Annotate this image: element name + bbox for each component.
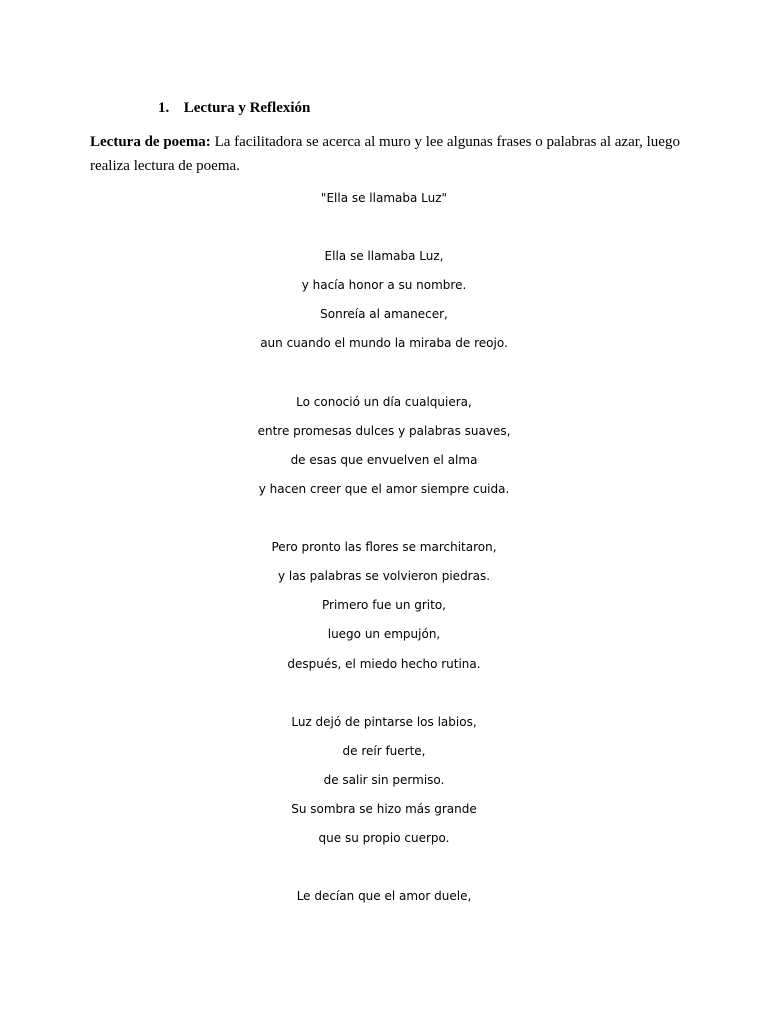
poem-line: Le decían que el amor duele, [296,889,472,904]
stanza-break [90,213,678,242]
section-number: 1. [158,100,170,116]
poem-line: Sonreía al amanecer, [320,307,448,322]
poem-line: después, el miedo hecho rutina. [287,656,481,671]
intro-text: La facilitadora se acerca al muro y lee algunas frases o palabras al azar, luego realiza lectura de poema. [90,134,680,174]
poem-line: de salir sin permiso. [323,772,445,787]
poem-line: entre promesas dulces y palabras suaves, [257,423,511,438]
poem-line: de reír fuerte, [342,743,426,758]
poem-line: y hacen creer que el amor siempre cuida. [258,481,510,496]
poem-line: Su sombra se hizo más grande [291,801,477,816]
poem-line: aun cuando el mundo la miraba de reojo. [260,336,508,351]
section-heading [158,98,310,118]
poem-line: Lo conoció un día cualquiera, [296,394,472,409]
poem-line: y las palabras se volvieron piedras. [277,569,491,584]
poem-line: que su propio cuerpo. [318,831,450,846]
intro-paragraph [90,130,690,178]
stanza-break [90,853,678,882]
poem-line: Ella se llamaba Luz, [324,249,444,264]
section-title: Lectura y Reflexión [183,100,311,116]
poem-line: Primero fue un grito, [322,598,446,613]
stanza-break [90,504,678,533]
poem [90,184,678,911]
poem-line: de esas que envuelven el alma [290,452,478,467]
poem-title: "Ella se llamaba Luz" [320,191,448,205]
stanza-break [90,359,678,388]
stanza-break [90,679,678,708]
poem-line: Pero pronto las flores se marchitaron, [271,540,497,555]
poem-line: luego un empujón, [327,627,441,642]
intro-label: Lectura de poema: [90,134,211,150]
poem-line: Luz dejó de pintarse los labios, [291,714,477,729]
poem-line: y hacía honor a su nombre. [301,278,467,293]
